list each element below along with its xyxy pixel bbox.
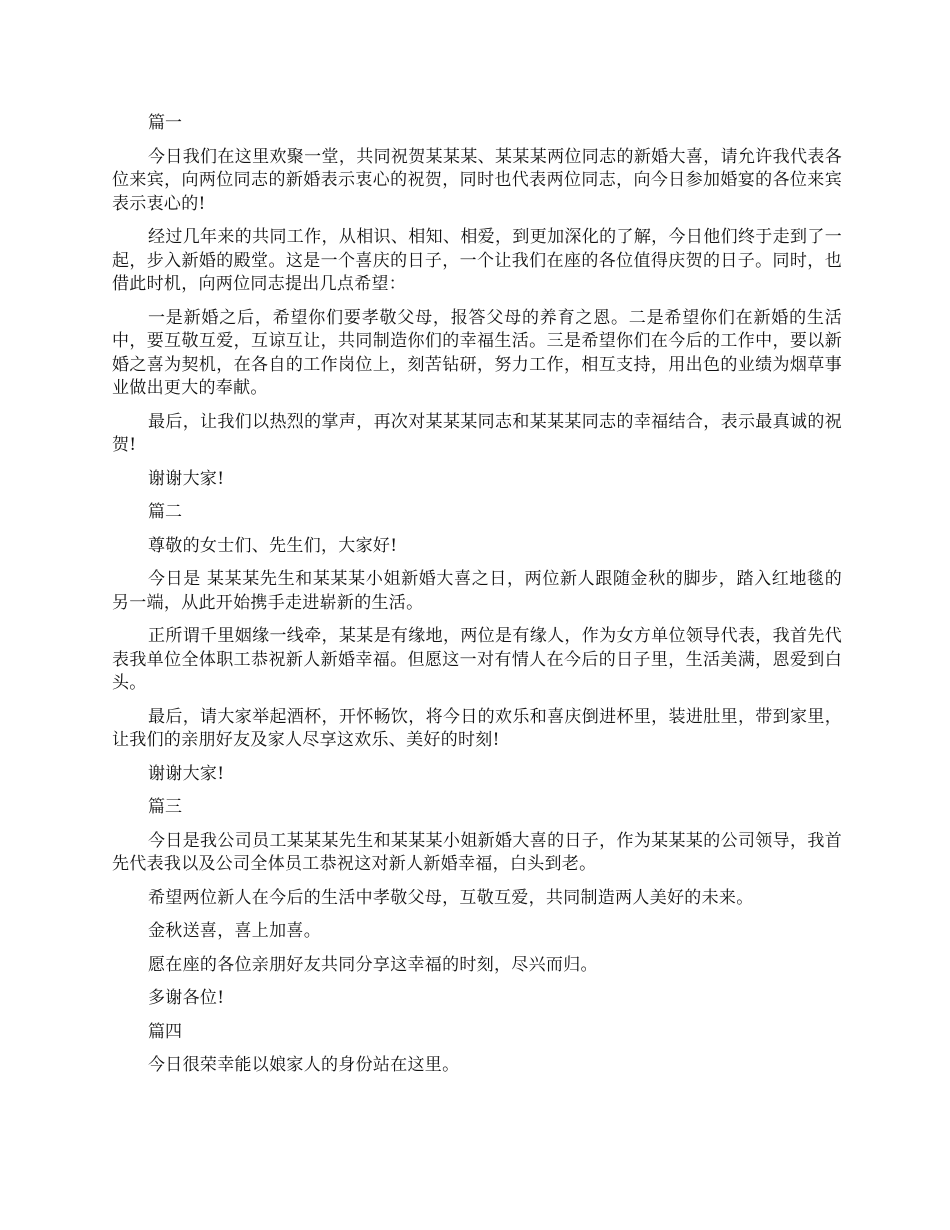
paragraph: 今日很荣幸能以娘家人的身份站在这里。 [148, 1055, 460, 1075]
paragraph: 谢谢大家! [148, 468, 225, 489]
paragraph: 金秋送喜，喜上加喜。 [148, 921, 321, 941]
section-heading-2: 篇二 [148, 502, 182, 522]
document-page [112, 112, 842, 1088]
paragraph: 最后，让我们以热烈的掌声，再次对某某某同志和某某某同志的幸福结合，表示最真诚的祝贺! [112, 411, 842, 455]
paragraph: 尊敬的女士们、先生们，大家好! [148, 535, 398, 556]
paragraph: 今日是 某某某先生和某某某小姐新婚大喜之日，两位新人跟随金秋的脚步，踏入红地毯的另一端，从此开始携手走进崭新的生活。 [112, 569, 842, 613]
paragraph: 希望两位新人在今后的生活中孝敬父母，互敬互爱，共同制造两人美好的未来。 [148, 887, 754, 908]
paragraph: 最后，请大家举起酒杯，开怀畅饮，将今日的欢乐和喜庆倒进杯里，装进肚里，带到家里，让我们的亲朋好友及家人尽享这欢乐、美好的时刻! [112, 706, 842, 750]
paragraph: 一是新婚之后，希望你们要孝敬父母，报答父母的养育之恩。二是希望你们在新婚的生活中，要互敬互爱，互谅互让，共同制造你们的幸福生活。三是希望你们在今后的工作中，要以新婚之喜为契机，在各自的工作岗位上，刻苦钻研，努力工作，相互支持，用出色的业绩为烟草事业做出更大的奉献。 [112, 307, 842, 398]
paragraph: 今日我们在这里欢聚一堂，共同祝贺某某某、某某某两位同志的新婚大喜，请允许我代表各位来宾，向两位同志的新婚表示衷心的祝贺，同时也代表两位同志，向今日参加婚宴的各位来宾表示衷心的! [112, 146, 842, 214]
paragraph: 多谢各位! [148, 988, 225, 1008]
paragraph: 谢谢大家! [148, 763, 225, 784]
section-heading-3: 篇三 [148, 797, 182, 817]
section-heading-4: 篇四 [148, 1021, 182, 1042]
paragraph: 经过几年来的共同工作，从相识、相知、相爱，到更加深化的了解，今日他们终于走到了一起，步入新婚的殿堂。这是一个喜庆的日子，一个让我们在座的各位值得庆贺的日子。同时，也借此时机，向两位同志提出几点希望： [112, 227, 842, 294]
section-heading-1: 篇一 [148, 113, 182, 133]
paragraph: 正所谓千里姻缘一线牵，某某是有缘地，两位是有缘人，作为女方单位领导代表，我首先代表我单位全体职工恭祝新人新婚幸福。但愿这一对有情人在今后的日子里，生活美满，恩爱到白头。 [112, 626, 842, 693]
paragraph: 愿在座的各位亲朋好友共同分享这幸福的时刻，尽兴而归。 [148, 954, 598, 975]
paragraph: 今日是我公司员工某某某先生和某某某小姐新婚大喜的日子，作为某某某的公司领导，我首先代表我以及公司全体员工恭祝这对新人新婚幸福，白头到老。 [112, 830, 842, 874]
